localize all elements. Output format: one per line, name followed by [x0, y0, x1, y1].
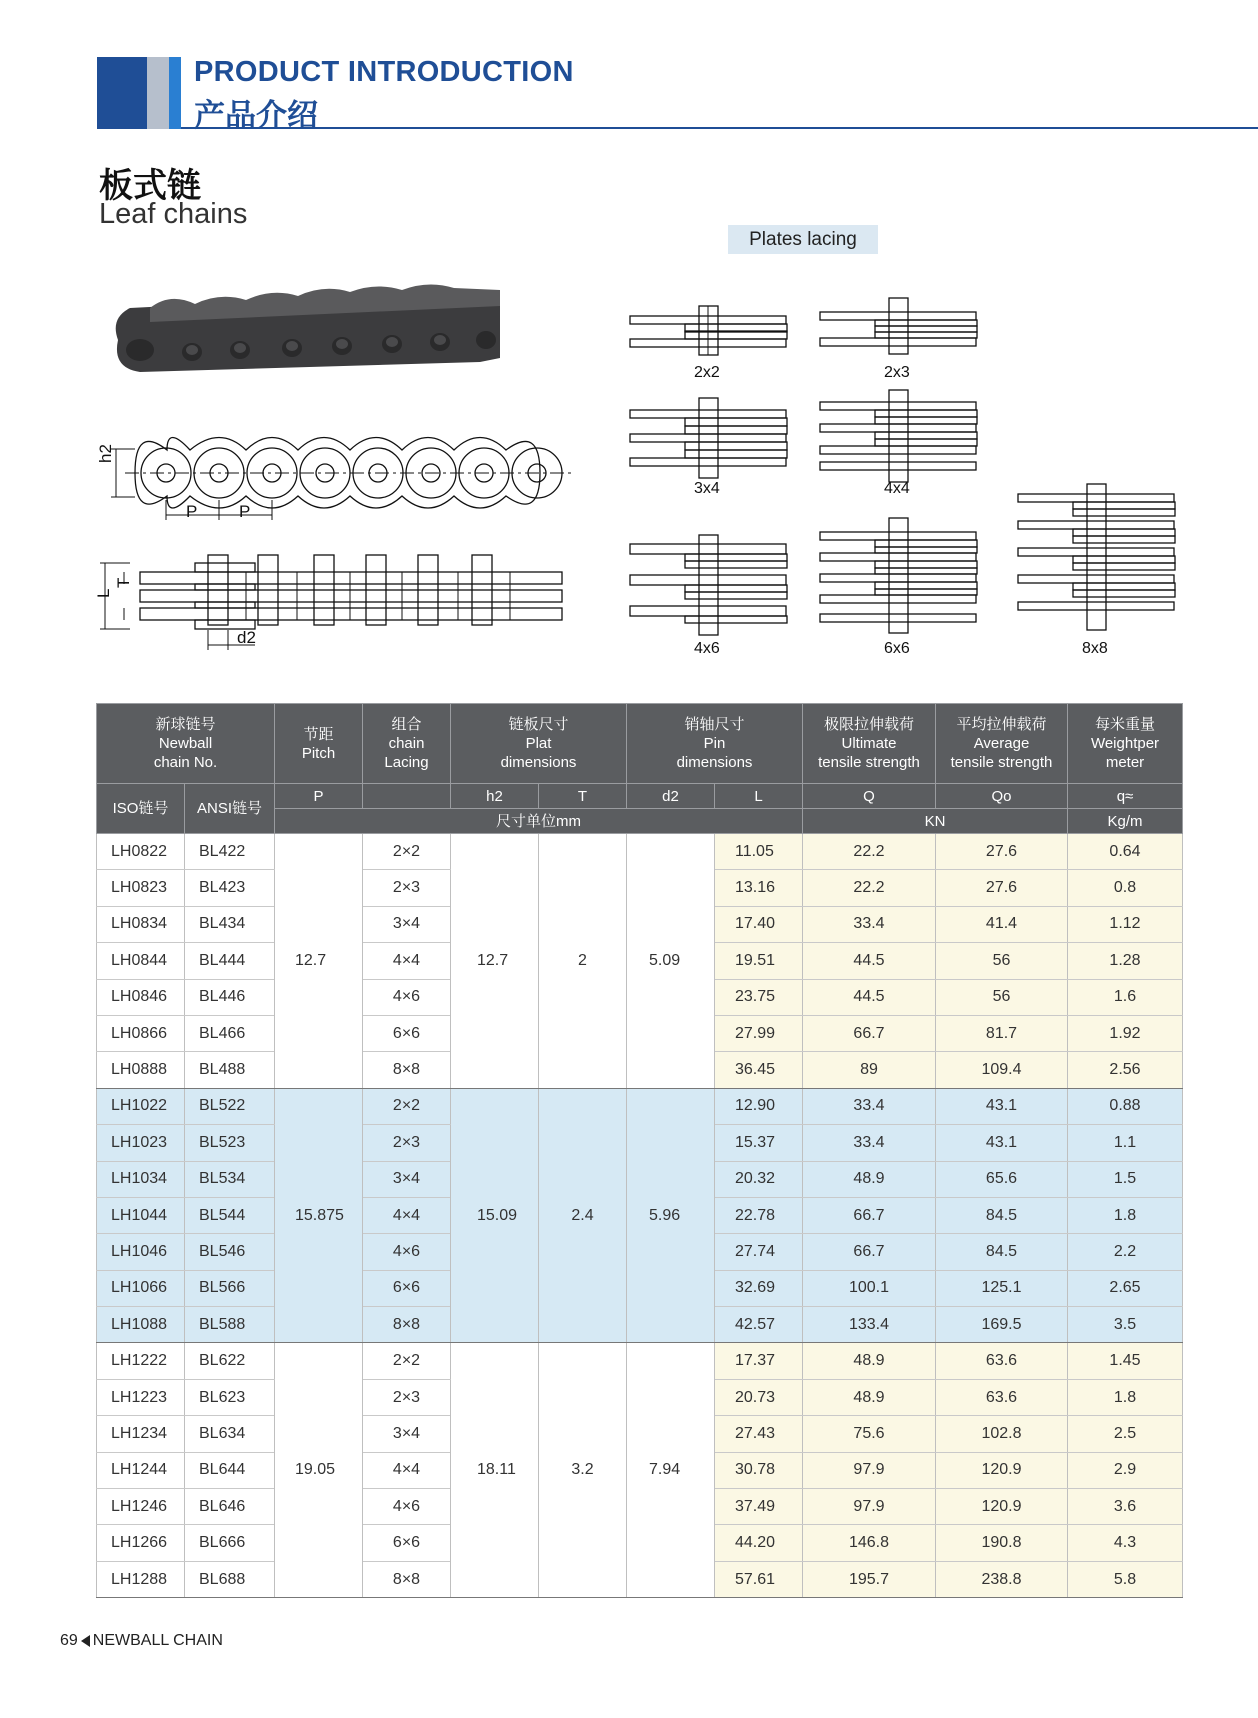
- cell-d2: 5.09: [627, 834, 715, 1089]
- header-line: Pitch: [301, 744, 336, 762]
- cell-lacing: 6×6: [363, 1270, 451, 1306]
- cell-q: 66.7: [803, 1197, 936, 1233]
- cell-qo: 81.7: [936, 1015, 1068, 1051]
- header-line: 新球链号: [155, 716, 216, 733]
- cell-q: 33.4: [803, 1125, 936, 1161]
- cell-ansi: BL446: [185, 979, 275, 1015]
- col-plate-dimensions: [451, 704, 627, 784]
- cell-weight: 2.2: [1068, 1234, 1183, 1270]
- cell-l: 13.16: [715, 870, 803, 906]
- cell-ansi: BL522: [185, 1088, 275, 1124]
- cell-lacing: 4×6: [363, 979, 451, 1015]
- cell-l: 20.73: [715, 1379, 803, 1415]
- cell-lacing: 3×4: [363, 906, 451, 942]
- table-body: [97, 834, 1183, 1598]
- cell-weight: 1.28: [1068, 943, 1183, 979]
- cell-l: 22.78: [715, 1197, 803, 1233]
- cell-qo: 41.4: [936, 906, 1068, 942]
- header-line: dimensions: [500, 754, 577, 771]
- cell-ansi: BL544: [185, 1197, 275, 1233]
- cell-lacing: 2×2: [363, 1088, 451, 1124]
- sym-l: L: [715, 784, 803, 809]
- cell-d2: 7.94: [627, 1343, 715, 1598]
- cell-qo: 190.8: [936, 1525, 1068, 1561]
- cell-ansi: BL488: [185, 1052, 275, 1088]
- cell-lacing: 4×4: [363, 1452, 451, 1488]
- cell-lacing: 8×8: [363, 1561, 451, 1597]
- cell-ansi: BL622: [185, 1343, 275, 1379]
- triangle-left-icon: [81, 1635, 90, 1647]
- cell-l: 42.57: [715, 1307, 803, 1343]
- header-line: 销轴尺寸: [684, 716, 745, 733]
- cell-h2: 15.09: [451, 1088, 539, 1343]
- cell-q: 97.9: [803, 1452, 936, 1488]
- cell-weight: 1.6: [1068, 979, 1183, 1015]
- cell-iso: LH0846: [97, 979, 185, 1015]
- cell-lacing: 3×4: [363, 1416, 451, 1452]
- sym-d2: d2: [627, 784, 715, 809]
- cell-weight: 1.5: [1068, 1161, 1183, 1197]
- header-line: chain No.: [153, 754, 218, 771]
- sym-q: Q: [803, 784, 936, 809]
- cell-qo: 43.1: [936, 1125, 1068, 1161]
- cell-iso: LH1023: [97, 1125, 185, 1161]
- cell-weight: 5.8: [1068, 1561, 1183, 1597]
- col-chain-no: [97, 704, 275, 784]
- cell-qo: 120.9: [936, 1489, 1068, 1525]
- cell-qo: 125.1: [936, 1270, 1068, 1306]
- header-line: tensile strength: [818, 754, 920, 771]
- cell-iso: LH1046: [97, 1234, 185, 1270]
- table-row: [97, 834, 1183, 870]
- cell-l: 44.20: [715, 1525, 803, 1561]
- lacing-label-6x6: 6x6: [884, 640, 910, 657]
- lacing-diagram-2x2: [630, 306, 787, 355]
- cell-ansi: BL444: [185, 943, 275, 979]
- cell-qo: 84.5: [936, 1234, 1068, 1270]
- cell-l: 27.74: [715, 1234, 803, 1270]
- table-row: [97, 1343, 1183, 1379]
- cell-h2: 18.11: [451, 1343, 539, 1598]
- lacing-diagram-6x6: [820, 518, 977, 633]
- cell-q: 44.5: [803, 943, 936, 979]
- cell-qo: 56: [936, 943, 1068, 979]
- header-line: Average: [973, 735, 1030, 752]
- cell-weight: 0.88: [1068, 1088, 1183, 1124]
- sym-qw: q≈: [1068, 784, 1183, 809]
- cell-l: 27.43: [715, 1416, 803, 1452]
- leaf-chain-spec-table: [96, 703, 1183, 1598]
- cell-l: 12.90: [715, 1088, 803, 1124]
- label-pitch-2: P: [239, 502, 251, 521]
- label-pitch-1: P: [186, 502, 198, 521]
- chain-photo: [116, 284, 500, 372]
- cell-iso: LH1288: [97, 1561, 185, 1597]
- col-ultimate-strength: [803, 704, 936, 784]
- cell-q: 75.6: [803, 1416, 936, 1452]
- cell-lacing: 6×6: [363, 1015, 451, 1051]
- cell-lacing: 2×3: [363, 1125, 451, 1161]
- cell-lacing: 4×6: [363, 1234, 451, 1270]
- cell-q: 89: [803, 1052, 936, 1088]
- header-line: Weightper: [1090, 735, 1160, 752]
- cell-lacing: 4×4: [363, 943, 451, 979]
- cell-q: 66.7: [803, 1015, 936, 1051]
- cell-q: 133.4: [803, 1307, 936, 1343]
- cell-lacing: 2×2: [363, 834, 451, 870]
- cell-pitch: 19.05: [275, 1343, 363, 1598]
- footer: [60, 1632, 223, 1650]
- cell-weight: 0.8: [1068, 870, 1183, 906]
- cell-l: 57.61: [715, 1561, 803, 1597]
- cell-iso: LH0822: [97, 834, 185, 870]
- cell-ansi: BL646: [185, 1489, 275, 1525]
- cell-ansi: BL566: [185, 1270, 275, 1306]
- unit-kgm: Kg/m: [1068, 809, 1183, 834]
- cell-l: 23.75: [715, 979, 803, 1015]
- cell-qo: 65.6: [936, 1161, 1068, 1197]
- header-line: Newball: [158, 735, 213, 752]
- cell-lacing: 4×6: [363, 1489, 451, 1525]
- col-iso: ISO链号: [97, 784, 185, 834]
- cell-weight: 1.45: [1068, 1343, 1183, 1379]
- header-title-cn: 产品介绍: [194, 98, 318, 133]
- chain-side-view: [111, 438, 575, 521]
- lacing-label-4x6: 4x6: [694, 640, 720, 657]
- cell-lacing: 2×3: [363, 1379, 451, 1415]
- table-row: [97, 1088, 1183, 1124]
- cell-lacing: 4×4: [363, 1197, 451, 1233]
- chain-top-view: [100, 555, 562, 650]
- lacing-diagram-2x3: [820, 298, 977, 354]
- cell-l: 17.40: [715, 906, 803, 942]
- cell-iso: LH1222: [97, 1343, 185, 1379]
- lacing-label-4x4: 4x4: [884, 480, 910, 497]
- plates-lacing-label: Plates lacing: [728, 225, 878, 254]
- cell-q: 22.2: [803, 834, 936, 870]
- cell-l: 27.99: [715, 1015, 803, 1051]
- cell-ansi: BL466: [185, 1015, 275, 1051]
- cell-iso: LH0844: [97, 943, 185, 979]
- col-lacing: [363, 704, 451, 784]
- cell-iso: LH0823: [97, 870, 185, 906]
- cell-h2: 12.7: [451, 834, 539, 1089]
- header-line: dimensions: [676, 754, 753, 771]
- cell-ansi: BL422: [185, 834, 275, 870]
- footer-brand: NEWBALL CHAIN: [92, 1632, 223, 1649]
- cell-lacing: 8×8: [363, 1052, 451, 1088]
- cell-l: 11.05: [715, 834, 803, 870]
- cell-qo: 56: [936, 979, 1068, 1015]
- cell-l: 36.45: [715, 1052, 803, 1088]
- unit-mm: 尺寸单位mm: [275, 809, 803, 834]
- cell-ansi: BL534: [185, 1161, 275, 1197]
- cell-pitch: 15.875: [275, 1088, 363, 1343]
- label-h2: h2: [96, 444, 115, 463]
- header-line: Lacing: [384, 754, 429, 771]
- label-d2: d2: [237, 628, 256, 647]
- cell-t: 3.2: [539, 1343, 627, 1598]
- cell-q: 146.8: [803, 1525, 936, 1561]
- cell-qo: 84.5: [936, 1197, 1068, 1233]
- cell-weight: 2.5: [1068, 1416, 1183, 1452]
- cell-q: 48.9: [803, 1379, 936, 1415]
- page-number: 69: [60, 1632, 78, 1649]
- col-ansi: ANSI链号: [185, 784, 275, 834]
- header-line: 链板尺寸: [508, 716, 569, 733]
- cell-qo: 109.4: [936, 1052, 1068, 1088]
- lacing-label-2x3: 2x3: [884, 364, 910, 381]
- cell-weight: 1.8: [1068, 1379, 1183, 1415]
- col-pin-dimensions: [627, 704, 803, 784]
- chain-drawings: [0, 0, 1258, 680]
- cell-qo: 102.8: [936, 1416, 1068, 1452]
- cell-l: 17.37: [715, 1343, 803, 1379]
- cell-iso: LH1022: [97, 1088, 185, 1124]
- cell-iso: LH1266: [97, 1525, 185, 1561]
- cell-q: 22.2: [803, 870, 936, 906]
- cell-q: 100.1: [803, 1270, 936, 1306]
- cell-ansi: BL623: [185, 1379, 275, 1415]
- cell-ansi: BL688: [185, 1561, 275, 1597]
- header-line: Ultimate: [841, 735, 897, 752]
- lacing-diagram-4x4: [820, 390, 977, 482]
- cell-lacing: 3×4: [363, 1161, 451, 1197]
- cell-ansi: BL523: [185, 1125, 275, 1161]
- col-weight: [1068, 704, 1183, 784]
- cell-weight: 4.3: [1068, 1525, 1183, 1561]
- cell-l: 19.51: [715, 943, 803, 979]
- cell-q: 48.9: [803, 1161, 936, 1197]
- cell-weight: 1.8: [1068, 1197, 1183, 1233]
- cell-qo: 238.8: [936, 1561, 1068, 1597]
- unit-kn: KN: [803, 809, 1068, 834]
- cell-pitch: 12.7: [275, 834, 363, 1089]
- cell-iso: LH1244: [97, 1452, 185, 1488]
- lacing-diagram-3x4: [630, 398, 787, 478]
- cell-iso: LH0834: [97, 906, 185, 942]
- lacing-diagram-4x6: [630, 535, 787, 635]
- cell-iso: LH1234: [97, 1416, 185, 1452]
- lacing-label-3x4: 3x4: [694, 480, 720, 497]
- col-pitch: [275, 704, 363, 784]
- cell-iso: LH1066: [97, 1270, 185, 1306]
- label-l: L: [94, 588, 113, 598]
- header-line: chain: [388, 735, 425, 752]
- sym-lacing: [363, 784, 451, 809]
- cell-weight: 1.1: [1068, 1125, 1183, 1161]
- header-line: 极限拉伸载荷: [823, 716, 914, 733]
- col-average-strength: [936, 704, 1068, 784]
- cell-iso: LH1223: [97, 1379, 185, 1415]
- cell-q: 48.9: [803, 1343, 936, 1379]
- cell-t: 2: [539, 834, 627, 1089]
- header-line: 平均拉伸载荷: [956, 716, 1047, 733]
- sym-t: T: [539, 784, 627, 809]
- cell-q: 33.4: [803, 906, 936, 942]
- cell-lacing: 6×6: [363, 1525, 451, 1561]
- lacing-diagram-8x8: [1018, 484, 1175, 630]
- header-line: Pin: [703, 735, 726, 752]
- cell-lacing: 2×2: [363, 1343, 451, 1379]
- cell-q: 33.4: [803, 1088, 936, 1124]
- header-line: 每米重量: [1094, 716, 1155, 733]
- cell-iso: LH1246: [97, 1489, 185, 1525]
- label-t: T: [114, 577, 133, 588]
- header-line: 组合: [391, 716, 422, 733]
- cell-iso: LH1088: [97, 1307, 185, 1343]
- cell-qo: 63.6: [936, 1343, 1068, 1379]
- cell-iso: LH0888: [97, 1052, 185, 1088]
- cell-iso: LH0866: [97, 1015, 185, 1051]
- cell-qo: 27.6: [936, 870, 1068, 906]
- cell-lacing: 8×8: [363, 1307, 451, 1343]
- cell-l: 37.49: [715, 1489, 803, 1525]
- sym-h2: h2: [451, 784, 539, 809]
- section-title-en: Leaf chains: [99, 198, 248, 230]
- cell-ansi: BL634: [185, 1416, 275, 1452]
- cell-q: 97.9: [803, 1489, 936, 1525]
- cell-iso: LH1034: [97, 1161, 185, 1197]
- cell-d2: 5.96: [627, 1088, 715, 1343]
- cell-qo: 43.1: [936, 1088, 1068, 1124]
- cell-qo: 120.9: [936, 1452, 1068, 1488]
- cell-l: 30.78: [715, 1452, 803, 1488]
- sym-qo: Qo: [936, 784, 1068, 809]
- sym-p: P: [275, 784, 363, 809]
- cell-l: 20.32: [715, 1161, 803, 1197]
- cell-weight: 1.92: [1068, 1015, 1183, 1051]
- cell-iso: LH1044: [97, 1197, 185, 1233]
- cell-ansi: BL666: [185, 1525, 275, 1561]
- cell-weight: 2.56: [1068, 1052, 1183, 1088]
- header-line: tensile strength: [950, 754, 1053, 771]
- cell-weight: 2.9: [1068, 1452, 1183, 1488]
- cell-l: 32.69: [715, 1270, 803, 1306]
- cell-weight: 1.12: [1068, 906, 1183, 942]
- cell-q: 44.5: [803, 979, 936, 1015]
- header-line: 节距: [303, 725, 334, 743]
- cell-qo: 27.6: [936, 834, 1068, 870]
- cell-qo: 169.5: [936, 1307, 1068, 1343]
- lacing-label-8x8: 8x8: [1082, 640, 1108, 657]
- header-line: Plat: [525, 735, 552, 752]
- header-title-en: PRODUCT INTRODUCTION: [194, 56, 574, 88]
- cell-weight: 0.64: [1068, 834, 1183, 870]
- cell-ansi: BL546: [185, 1234, 275, 1270]
- cell-qo: 63.6: [936, 1379, 1068, 1415]
- cell-ansi: BL644: [185, 1452, 275, 1488]
- cell-ansi: BL588: [185, 1307, 275, 1343]
- cell-q: 66.7: [803, 1234, 936, 1270]
- cell-weight: 2.65: [1068, 1270, 1183, 1306]
- cell-l: 15.37: [715, 1125, 803, 1161]
- cell-q: 195.7: [803, 1561, 936, 1597]
- cell-ansi: BL423: [185, 870, 275, 906]
- section-title-cn: 板式链: [99, 167, 201, 205]
- cell-weight: 3.6: [1068, 1489, 1183, 1525]
- cell-lacing: 2×3: [363, 870, 451, 906]
- cell-ansi: BL434: [185, 906, 275, 942]
- cell-t: 2.4: [539, 1088, 627, 1343]
- header-line: meter: [1105, 754, 1145, 771]
- lacing-label-2x2: 2x2: [694, 364, 720, 381]
- cell-weight: 3.5: [1068, 1307, 1183, 1343]
